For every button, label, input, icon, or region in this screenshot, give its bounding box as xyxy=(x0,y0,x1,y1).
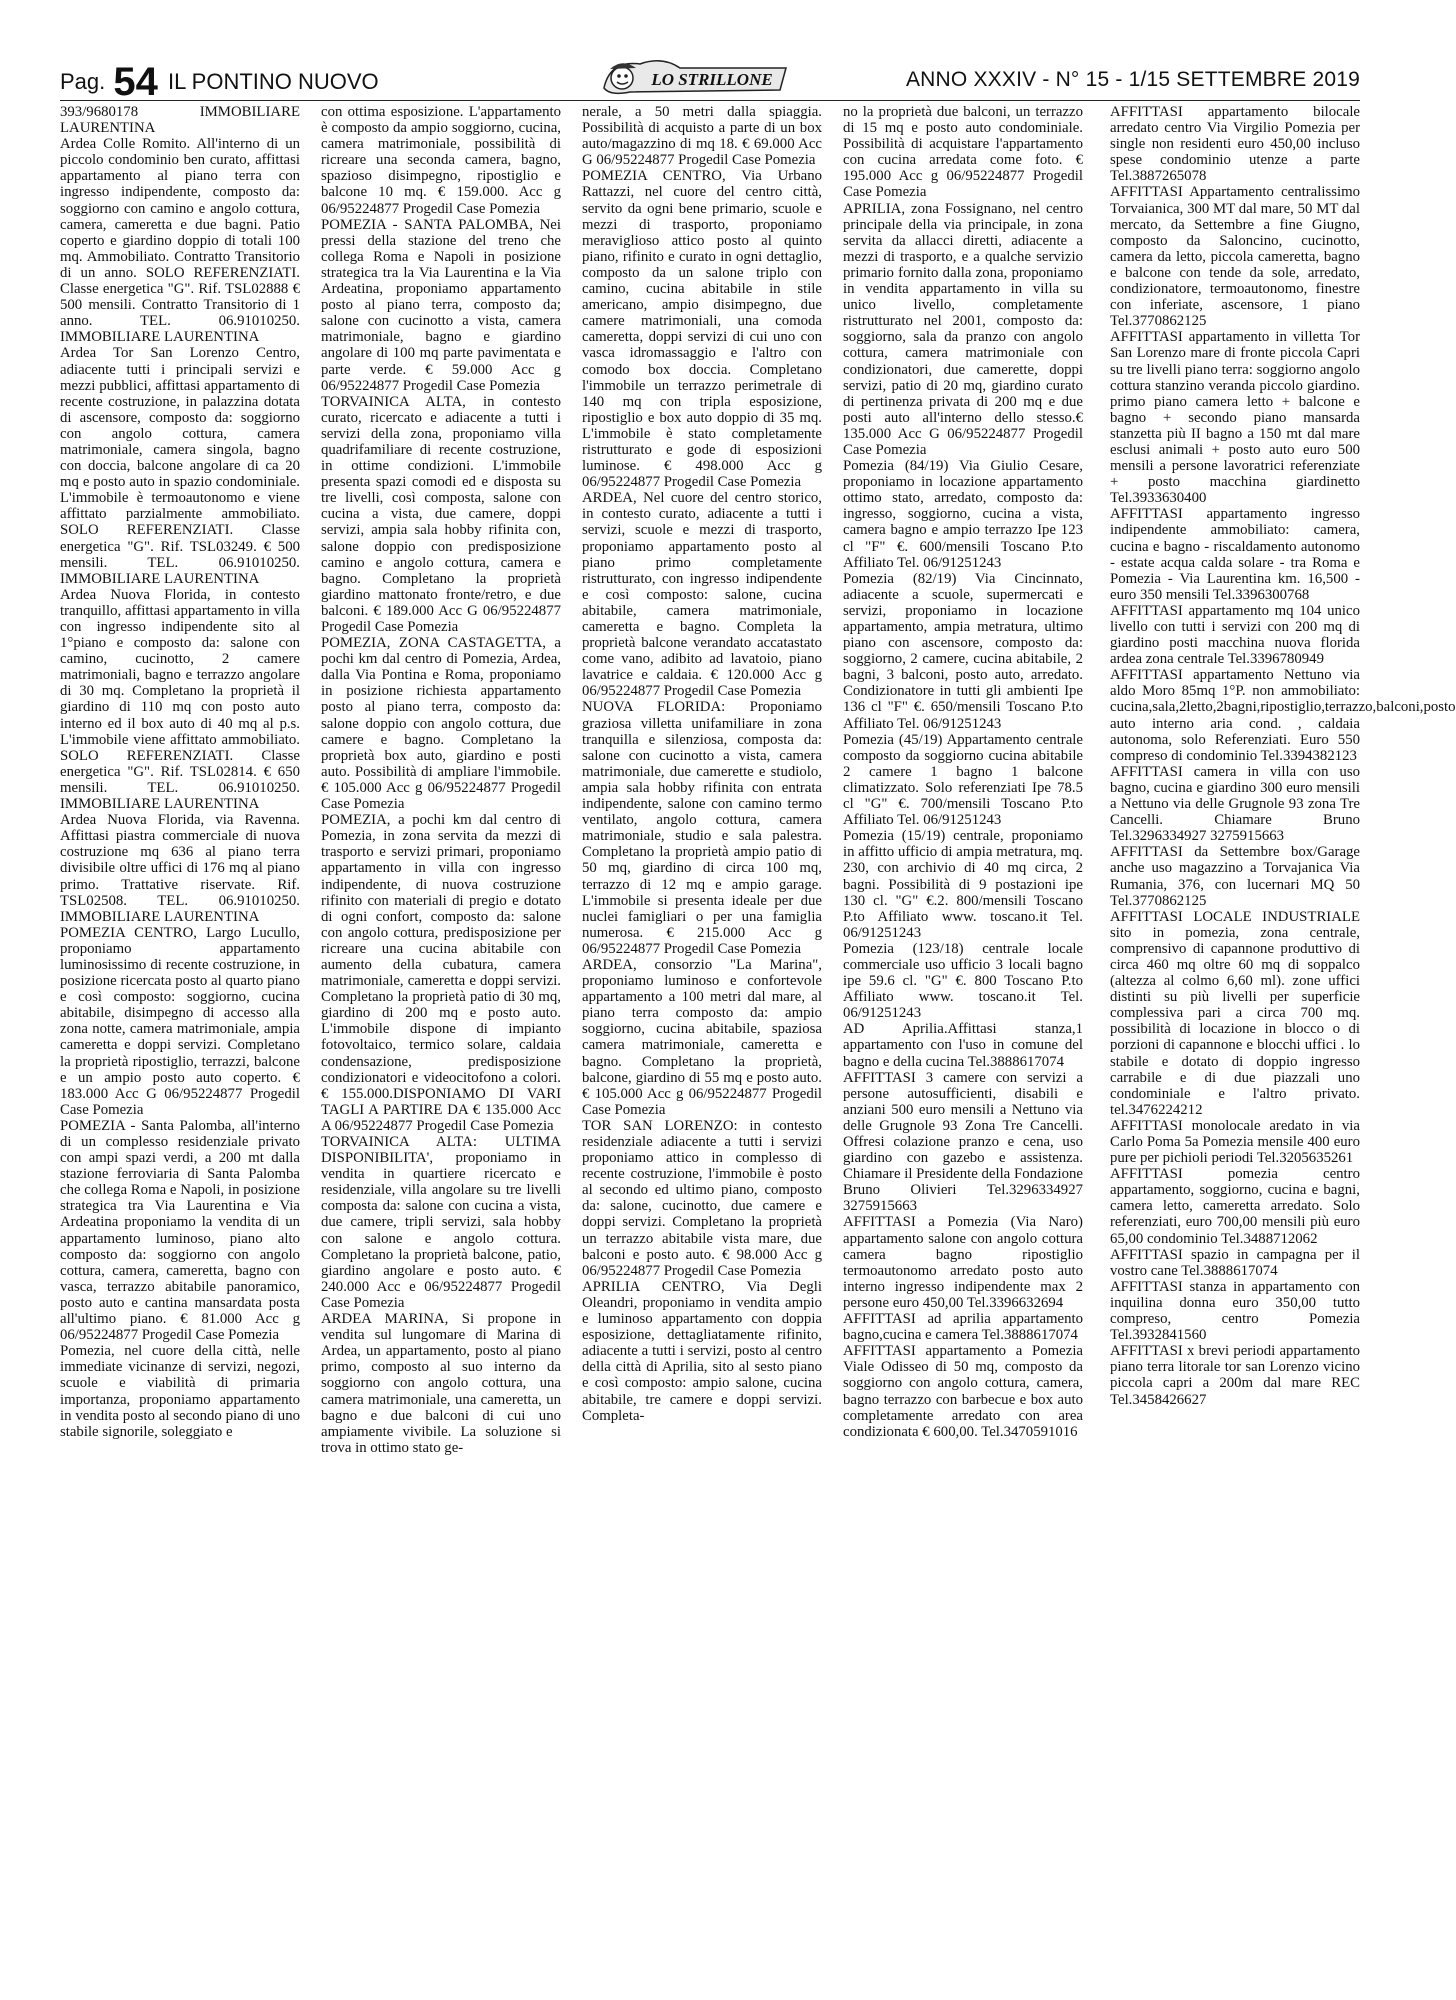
ad-entry: TORVAINICA ALTA, in contesto curato, ricercato e adiacente a tutti i servizi della zona, proponiamo villa quadrifamiliare di recente costruzione, in ottime condizioni. L'immobile presenta spazi comodi ed e disposta su tre livelli, così composta, salone con cucina a vista, due camere, doppi servizi, ampia sala hobby rifinita con, salone doppio con predisposizione camino e angolo cottura, camera e bagno. Completano la proprietà giardino mattonato fronte/retro, e due balconi. € 189.000 Acc G 06/95224877 Progedil Case Pomezia xyxy=(321,393,561,635)
column-3 xyxy=(582,104,822,1979)
ad-entry: AFFITTASI da Settembre box/Garage anche uso magazzino a Torvajanica Via Rumania, 376, con lucernari MQ 50 Tel.3770862125 xyxy=(1110,844,1360,909)
ad-entry: AFFITTASI spazio in campagna per il vostro cane Tel.3888617074 xyxy=(1110,1246,1360,1279)
ad-entry: AFFITTASI Appartamento centralissimo Torvaianica, 300 MT dal mare, 50 MT dal mercato, da Settembre a fine Giugno, composto da Saloncino, cucinotto, camera da letto, piccola cameretta, bagno e balcone con tende da sole, arredato, condizionatore, termoautonomo, finestre con inferiate, ascensore, 1 piano Tel.3770862125 xyxy=(1110,184,1360,330)
ad-entry: AFFITTASI appartamento a Pomezia Viale Odisseo di 50 mq, composto da soggiorno con angolo cottura, camera, bagno terrazzo con barbecue e box auto completamente arredato con area condizionata € 600,00. Tel.3470591016 xyxy=(843,1343,1083,1440)
ad-entry: AFFITTASI ad aprilia appartamento bagno,cucina e camera Tel.3888617074 xyxy=(843,1311,1083,1344)
ad-entry: Pomezia (82/19) Via Cincinnato, adiacente a scuole, supermercati e servizi, proponiamo in locazione appartamento, ampia metratura, ultimo piano con ascensore, composto da: soggiorno, 2 camere, cucina abitabile, 2 bagni, 3 balconi, posto auto, arredato. Condizionatore in tutti gli ambienti Ipe 136 cl "F" €. 650/mensili Toscano P.to Affiliato Tel. 06/91251243 xyxy=(843,570,1083,732)
ad-entry: AFFITTASI monolocale aredato in via Carlo Poma 5a Pomezia mensile 400 euro pure per pichioli periodi Tel.3205635261 xyxy=(1110,1117,1360,1167)
page-number: 54 xyxy=(113,60,158,104)
ad-entry: APRILIA CENTRO, Via Degli Oleandri, proponiamo in vendita ampio e luminoso appartamento con doppia esposizione, dettagliatamente rifinito, adiacente a tutti i servizi, posto al centro della città di Aprilia, sito al sesto piano e così composto: ampio salone, cucina abitabile, tre camere e doppi servizi. Completa- xyxy=(582,1278,822,1424)
ad-entry: Pomezia (84/19) Via Giulio Cesare, proponiamo in locazione appartamento ottimo stato, arredato, composto da: ingresso, soggiorno, cucina a vista, camera bagno e ampio terrazzo Ipe 123 cl "F" €. 600/mensili Toscano P.to Affiliato Tel. 06/91251243 xyxy=(843,458,1083,571)
ad-entry: AFFITTASI camera in villa con uso bagno, cucina e giardino 300 euro mensili a Nettuno via delle Grugnole 93 zona Tre Cancelli. Chiamare Bruno Tel.3296334927 3275915663 xyxy=(1110,763,1360,845)
ad-entry: POMEZIA CENTRO, Largo Lucullo, proponiamo appartamento luminosissimo di recente costruzione, in posizione ricercata posto al quarto piano e così composto: soggiorno, cucina abitabile, disimpegno di accesso alla zona notte, camera matrimoniale, ampia cameretta e doppi servizi. Completano la proprietà ripostiglio, terrazzi, balcone e un ampio posto auto coperto. € 183.000 Acc G 06/95224877 Progedil Case Pomezia xyxy=(60,924,300,1118)
ad-entry: Ardea Tor San Lorenzo Centro, adiacente tutti i principali servizi e mezzi pubblici, affittasi appartamento di recente costruzione, in palazzina dotata di ascensore, composto da: soggiorno con angolo cottura, camera matrimoniale, camera singola, bagno con doccia, balcone angolare di ca 20 mq e posto auto in spazio condominiale. L'immobile è termoautonomo e viene affittato parzialmente ammobiliato. SOLO REFERENZIATI. Classe energetica "G". Rif. TSL03249. € 500 mensili. TEL. 06.91010250. IMMOBILIARE LAURENTINA xyxy=(60,345,300,587)
ad-entry: no la proprietà due balconi, un terrazzo di 15 mq e posto auto condominiale. Possibilità di acquistare l'appartamento con cucina arredata come foto. € 195.000 Acc g 06/95224877 Progedil Case Pomezia xyxy=(843,104,1083,201)
ad-entry: TORVAINICA ALTA: ULTIMA DISPONIBILITA', proponiamo in vendita in quartiere ricercato e residenziale, villa angolare su tre livelli composta da: salone con cucina a vista, due camere, tripli servizi, sala hobby con salone e angolo cottura. Completano la proprietà balcone, patio, giardino angolare e posto auto. € 240.000 Acc e 06/95224877 Progedil Case Pomezia xyxy=(321,1134,561,1311)
ad-entry: AFFITTASI appartamento mq 104 unico livello con tutti i servizi con 200 mq di giardino posti macchina nuova florida ardea zona centrale Tel.3396780949 xyxy=(1110,602,1360,668)
ad-entry: POMEZIA, a pochi km dal centro di Pomezia, in zona servita da mezzi di trasporto e servizi primari, proponiamo appartamento in villa con ingresso indipendente, di nuova costruzione rifinito con materiali di pregio e dotato di ogni confort, composto da: salone con angolo cottura, predisposizione per ricreare una cucina abitabile con aumento della cubatura, camera matrimoniale, cameretta e doppi servizi. Completano la proprietà patio di 30 mq, giardino di 200 mq e posto auto. L'immobile dispone di impianto fotovoltaico, termico solare, caldaia condensazione, predisposizione condizionatori e videocitofono a colori. € 155.000.DISPONIAMO DI VARI TAGLI A PARTIRE DA € 135.000 Acc A 06/95224877 Progedil Case Pomezia xyxy=(321,812,561,1134)
logo-text: LO STRILLONE xyxy=(651,70,773,89)
ad-entry: POMEZIA CENTRO, Via Urbano Rattazzi, nel cuore del centro città, servito da ogni bene primario, scuole e mezzi di trasporto, proponiamo meraviglioso attico posto al quinto piano, rifinito e curato in ogni dettaglio, composto da un salone triplo con camino, cucina abitabile in stile americano, ampio disimpegno, due camere matrimoniali, una comoda cameretta, doppi servizi di cui uno con vasca idromassaggio e l'altro con comodo box doccia. Completano l'immobile un terrazzo perimetrale di 140 mq con tripla esposizione, ripostiglio e box auto doppio di 35 mq. L'immobile è stato completamente ristrutturato e gode di esposizioni luminose. € 498.000 Acc g 06/95224877 Progedil Case Pomezia xyxy=(582,168,822,491)
page-number-block xyxy=(60,60,379,105)
ad-entry: ARDEA, consorzio "La Marina", proponiamo luminoso e confortevole appartamento a 100 metri dal mare, al piano terra composto da: ampio soggiorno, cucina abitabile, spaziosa camera matrimoniale, cameretta e bagno. Completano la proprietà, balcone, giardino di 55 mq e posto auto. € 105.000 Acc g 06/95224877 Progedil Case Pomezia xyxy=(582,956,822,1118)
ad-entry: POMEZIA - Santa Palomba, all'interno di un complesso residenziale privato con ampi spazi verdi, a 200 mt dalla stazione ferroviaria di Santa Palomba che collega Roma e Napoli, in posizione strategica tra Via Laurentina e Via Ardeatina proponiamo la vendita di un appartamento luminoso, piano alto composto da: soggiorno con angolo cottura, camera, cameretta, bagno con vasca, terrazzo abitabile panoramico, posto auto e cantina mansardata posta all'ultimo piano. € 81.000 Acc g 06/95224877 Progedil Case Pomezia xyxy=(60,1117,300,1344)
ad-entry: ARDEA MARINA, Si propone in vendita sul lungomare di Marina di Ardea, un appartamento, posto al piano primo, composto al suo interno da soggiorno con angolo cottura, una camera matrimoniale, una cameretta, un bagno e due balconi di cui uno ampiamente vivibile. La soluzione si trova in ottimo stato ge- xyxy=(321,1311,561,1456)
ad-entry: AFFITTASI 3 camere con servizi a persone autosufficienti, disabili e anziani 500 euro mensili a Nettuno via delle Grugnole 93 Zona Tre Cancelli. Offresi colazione pranzo e cena, uso giardino con gazebo e assistenza. Chiamare il Presidente della Fondazione Bruno Olivieri Tel.3296334927 3275915663 xyxy=(843,1069,1083,1215)
ad-entry: AFFITTASI LOCALE INDUSTRIALE sito in pomezia, zona centrale, comprensivo di capannone produttivo di circa 460 mq oltre 60 mq di soppalco (altezza al colmo 6,60 ml). zone uffici distinti su più livelli per superficie complessiva pari a circa 700 mq. possibilità di locazione in blocco o di porzioni di capannone e blocchi uffici . lo stabile e dotato di doppio ingresso carrabile e di due piazzali uno condominiale e l'altro privato. tel.3476224212 xyxy=(1110,908,1360,1118)
ad-entry: Pomezia (15/19) centrale, proponiamo in affitto ufficio di ampia metratura, mq. 230, con archivio di 40 mq circa, 2 bagni. Possibilità di 9 postazioni ipe 130 cl. "G" €.2. 800/mensili Toscano P.to Affiliato www. toscano.it Tel. 06/91251243 xyxy=(843,828,1083,941)
column-5 xyxy=(1110,104,1456,1979)
ad-entry: POMEZIA - SANTA PALOMBA, Nei pressi della stazione del treno che collega Roma e Napoli in posizione strategica tra la Via Laurentina e la Via Ardeatina, proponiamo appartamento posto al piano terra, composto da; salone con cucinotto a vista, camera matrimoniale, bagno e giardino angolare di 100 mq parte pavimentata e parte verde. € 59.000 Acc g 06/95224877 Progedil Case Pomezia xyxy=(321,216,561,394)
ad-entry: AFFITTASI x brevi periodi appartamento piano terra litorale tor san Lorenzo vicino piccola capri a 200m dal mare REC Tel.3458426627 xyxy=(1110,1343,1360,1408)
ad-entry: 393/9680178 IMMOBILIARE LAURENTINA xyxy=(60,104,300,137)
ad-entry: AFFITTASI pomezia centro appartamento, soggiorno, cucina e bagni, camera letto, cameretta arredato. Solo referenziati, euro 700,00 mensili più euro 65,00 condominio Tel.3488712062 xyxy=(1110,1166,1360,1247)
ad-entry: nerale, a 50 metri dalla spiaggia. Possibilità di acquisto a parte di un box auto/magazzino di mq 18. € 69.000 Acc G 06/95224877 Progedil Case Pomezia xyxy=(582,104,822,169)
column-1 xyxy=(60,104,300,1979)
ad-entry: Ardea Nuova Florida, in contesto tranquillo, affittasi appartamento in villa con ingresso indipendente sito al 1°piano e composto da: salone con camino, cucinotto, 2 camere matrimoniali, bagno e terrazzo angolare di 30 mq. Completano la proprietà il giardino di 110 mq con posto auto interno ed il box auto di 40 mq al p.s. L'immobile viene affittato ammobiliato. SOLO REFERENZIATI. Classe energetica "G". Rif. TSL02814. € 650 mensili. TEL. 06.91010250. IMMOBILIARE LAURENTINA xyxy=(60,586,300,813)
page-label: Pag. xyxy=(60,69,106,94)
ad-entry: AFFITTASI appartamento in villetta Tor San Lorenzo mare di fronte piccola Capri su tre livelli piano terra: soggiorno angolo cottura stanzino veranda piccolo giardino. primo piano camera letto + balcone e bagno + secondo piano mansarda stanzetta più II bagno a 150 mt dal mare esclusi animali + posto auto euro 500 mensili a persone lavoratrici referenziate + posto macchina giardinetto Tel.3933630400 xyxy=(1110,329,1360,507)
column-2 xyxy=(321,104,561,1979)
ad-entry: AFFITTASI appartamento Nettuno via aldo Moro 85mq 1°P. non ammobiliato: cucina,sala,2letto,2bagni,ripostiglio,terrazzo,balconi,posto auto interno aria cond. , caldaia autonoma, solo Referenziati. Euro 550 compreso di condominio Tel.3394382123 xyxy=(1110,667,1456,764)
ad-entry: TOR SAN LORENZO: in contesto residenziale adiacente a tutti i servizi proponiamo attico in complesso di recente costruzione, l'immobile è posto al secondo ed ultimo piano, composto da: salone, cucinotto, due camere e doppi servizi. Completano la proprietà un terrazzo abitabile vista mare, due balconi e posto auto. € 98.000 Acc g 06/95224877 Progedil Case Pomezia xyxy=(582,1117,822,1279)
ad-entry: Pomezia, nel cuore della città, nelle immediate vicinanze di servizi, negozi, scuole e viabilità di primaria importanza, proponiamo appartamento in vendita posto al secondo piano di uno stabile signorile, soleggiato e xyxy=(60,1343,300,1440)
ad-entry: AFFITTASI appartamento ingresso indipendente ammobiliato: camera, cucina e bagno - riscaldamento autonomo - estate acqua calda solare - tra Roma e Pomezia - Via Laurentina km. 16,500 - euro 350 mensili Tel.3396300768 xyxy=(1110,506,1360,603)
ad-entry: Ardea Nuova Florida, via Ravenna. Affittasi piastra commerciale di nuova costruzione mq 636 al piano terra divisibile oltre uffici di 176 mq al piano primo. Trattative riservate. Rif. TSL02508. TEL. 06.91010250. IMMOBILIARE LAURENTINA xyxy=(60,812,300,925)
ad-entry: AFFITTASI stanza in appartamento con inquilina donna euro 350,00 tutto compreso, centro Pomezia Tel.3932841560 xyxy=(1110,1278,1360,1344)
ad-entry: ARDEA, Nel cuore del centro storico, in contesto curato, adiacente a tutti i servizi, scuole e mezzi di trasporto, proponiamo appartamento posto al piano primo completamente ristrutturato, con ingresso indipendente e così composto: salone, cucina abitabile, camera matrimoniale, cameretta e bagno. Completa la proprietà balcone verandato accatastato come vano, adibito ad lavatoio, piano lavatrice e caldaia. € 120.000 Acc g 06/95224877 Progedil Case Pomezia xyxy=(582,490,822,700)
header-rule xyxy=(60,100,1360,101)
ad-entry: AD Aprilia.Affittasi stanza,1 appartamento con l'uso in comune del bagno e della cucina Tel.3888617074 xyxy=(843,1021,1083,1070)
column-4 xyxy=(843,104,1083,1979)
ad-entry: Pomezia (45/19) Appartamento centrale composto da soggiorno cucina abitabile 2 camere 1 bagno 1 balcone climatizzato. Solo referenziati Ipe 78.5 cl "G" €. 700/mensili Toscano P.to Affiliato Tel. 06/91251243 xyxy=(843,731,1083,829)
lo-strillone-logo xyxy=(600,54,790,98)
ad-entry: AFFITTASI a Pomezia (Via Naro) appartamento salone con angolo cottura camera bagno ripostiglio termoautonomo arredato posto auto interno ingresso indipendente max 2 persone euro 450,00 Tel.3396632694 xyxy=(843,1214,1083,1311)
ad-entry: Pomezia (123/18) centrale locale commerciale uso ufficio 3 locali bagno ipe 59.6 cl. "G" €. 800 Toscano P.to Affiliato www. toscano.it Tel. 06/91251243 xyxy=(843,940,1083,1022)
page-header xyxy=(60,58,1360,104)
ad-entry: NUOVA FLORIDA: Proponiamo graziosa villetta unifamiliare in zona tranquilla e silenziosa, composta da: salone con cucinotto a vista, camera matrimoniale, due camerette e studiolo, ampia sala hobby rifinita con entrata indipendente, salone con camino termo ventilato, angolo cottura, camera matrimoniale, studio e sala palestra. Completano la proprietà ampio patio di 50 mq, giardino di circa 100 mq, terrazzo di 12 mq e ampio garage. L'immobile si presenta ideale per due nuclei famigliari o per una famiglia numerosa. € 215.000 Acc g 06/95224877 Progedil Case Pomezia xyxy=(582,699,822,957)
publication-name: IL PONTINO NUOVO xyxy=(168,69,379,94)
ad-entry: AFFITTASI appartamento bilocale arredato centro Via Virgilio Pomezia per single non residenti euro 450,00 incluso spese condominio utenze a parte Tel.3887265078 xyxy=(1110,104,1360,185)
ad-entry: Ardea Colle Romito. All'interno di un piccolo condominio ben curato, affittasi appartamento al piano terra con ingresso indipendente, composto da: soggiorno con camino e angolo cottura, camera, cameretta e due bagni. Patio coperto e giardino doppio di totali 100 mq. Ammobiliato. Contratto Transitorio di un anno. SOLO REFERENZIATI. Classe energetica "G". Rif. TSL02888 € 500 mensili. Contratto Transitorio di 1 anno. TEL. 06.91010250. IMMOBILIARE LAURENTINA xyxy=(60,136,300,346)
ad-entry: APRILIA, zona Fossignano, nel centro principale della via principale, in zona servita da allacci diretti, adiacente a mezzi di trasporto, e a qualche servizio primario fornito dalla zona, proponiamo in vendita appartamento in villa su unico livello, completamente ristrutturato nel 2001, composto da: soggiorno, sala da pranzo con angolo cottura, camera matrimoniale con condizionatori, due camerette, doppi servizi, patio di 20 mq, giardino curato di pertinenza privata di 200 mq e due posti auto all'interno dello stesso.€ 135.000 Acc G 06/95224877 Progedil Case Pomezia xyxy=(843,200,1083,458)
ad-entry: POMEZIA, ZONA CASTAGETTA, a pochi km dal centro di Pomezia, Ardea, dalla Via Pontina e Roma, proponiamo in posizione richiesta appartamento posto al piano terra, composto da: salone doppio con angolo cottura, due camere e bagno. Completano la proprietà box auto, giardino e posti auto. Possibilità di ampliare l'immobile. € 105.000 Acc g 06/95224877 Progedil Case Pomezia xyxy=(321,635,561,813)
issue-info: ANNO XXXIV - N° 15 - 1/15 SETTEMBRE 2019 xyxy=(905,68,1360,91)
ad-entry: con ottima esposizione. L'appartamento è composto da ampio soggiorno, cucina, camera matrimoniale, possibilità di ricreare una seconda camera, bagno, spazioso disimpegno, ripostiglio e balcone 10 mq. € 159.000. Acc g 06/95224877 Progedil Case Pomezia xyxy=(321,104,561,217)
